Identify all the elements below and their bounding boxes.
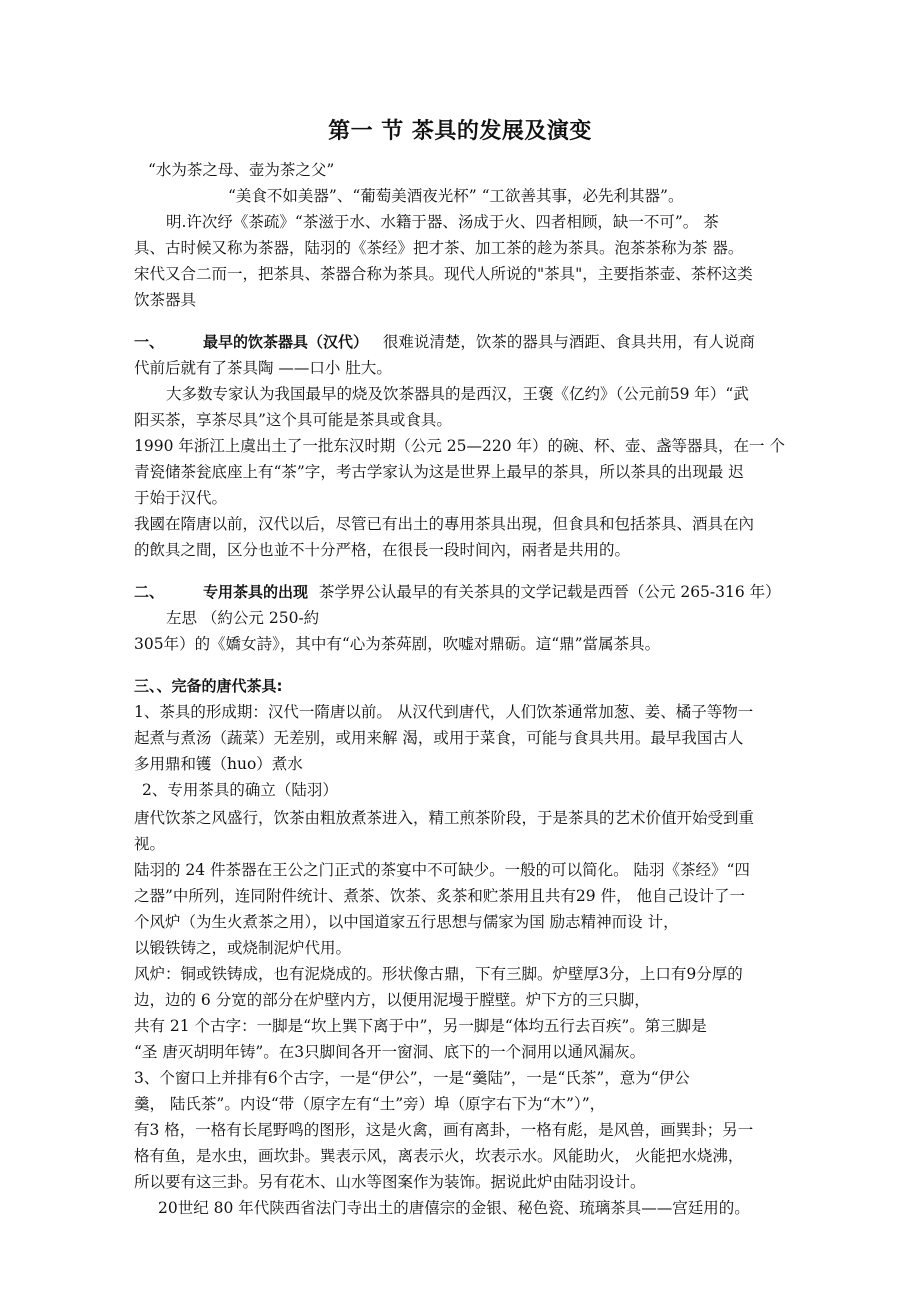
section-3-line-1: 1、茶具的形成期：汉代一隋唐以前。 从汉代到唐代，人们饮茶通常加葱、姜、橘子等物一 bbox=[134, 703, 754, 721]
section-3-line-8: 之器”中所列，连同附件统计、煮茶、饮茶、炙茶和贮茶用且共有29 件， 他自己设计了一 bbox=[134, 887, 746, 905]
section-3-heading: 三、、完备的唐代茶具: bbox=[134, 677, 283, 695]
section-2-first-line bbox=[134, 582, 781, 602]
intro-line-4: 具、古时候又称为茶器，陆羽的《茶经》把才茶、加工茶的趁为茶具。泡茶茶称为茶 器。 bbox=[134, 239, 744, 257]
section-1-heading: 最早的饮茶器具（汉代） bbox=[202, 333, 368, 351]
section-3-line-6: 视。 bbox=[134, 835, 166, 853]
intro-line-3: 明.许次纾《茶疏》“茶滋于水、水籍于器、汤成于火、四者相顾，缺一不可”。 茶 bbox=[166, 213, 719, 231]
section-3-line-4: 2、专用茶具的确立（陆羽） bbox=[142, 781, 338, 799]
intro-line-5: 宋代又合二而一，把茶具、茶器合称为茶具。现代人所说的"茶具"，主要指茶壶、茶杯这类 bbox=[134, 265, 753, 283]
section-1-line-3: 大多数专家认为我国最早的烧及饮茶器具的是西汉，王褒《亿约》（公元前59 年）“武 bbox=[166, 385, 749, 403]
section-1-line-8: 我國在隋唐以前，汉代以后，尽管已有出土的專用茶具出現，但食具和包括茶具、酒具在內 bbox=[134, 515, 755, 533]
section-2-number: 二、 bbox=[134, 583, 165, 601]
section-2-line-3: 305年）的《嬌女詩》，其中有“心为茶荈剧，吹嘘对鼎砺。這“鼎”當属茶具。 bbox=[134, 635, 661, 653]
section-1-first-line bbox=[134, 332, 755, 352]
section-3-line-15: 3、个窗口上并排有6个古字，一是“伊公”，一是“羹陆”，一是“氏茶”，意为“伊公 bbox=[134, 1069, 690, 1087]
section-1-line-5: 1990 年浙江上虞出土了一批东汉时期（公元 25—220 年）的碗、杯、壶、盏等器具，在一 个 bbox=[134, 437, 785, 455]
section-3-line-3: 多用鼎和镬（huo）煮水 bbox=[134, 755, 303, 773]
section-3-line-16: 羹， 陆氏茶”。内设“带（原字左有“土”旁）埠（原字右下为“木”）”， bbox=[134, 1095, 606, 1113]
section-3-line-20: 20世纪 80 年代陕西省法门寺出土的唐僖宗的金银、秘色瓷、琉璃茶具——宫廷用的。 bbox=[158, 1199, 750, 1217]
intro-line-6: 饮茶器具 bbox=[134, 291, 197, 309]
section-2-heading: 专用茶具的出现 bbox=[202, 583, 308, 601]
section-3-line-12: 边，边的 6 分宽的部分在炉壁内方，以便用泥墁于膛壁。炉下方的三只脚， bbox=[134, 991, 650, 1009]
section-3-line-5: 唐代饮茶之风盛行，饮茶由粗放煮茶进入，精工煎茶阶段，于是茶具的艺术价值开始受到重 bbox=[134, 809, 755, 827]
section-1-line-2: 代前后就有了茶具陶 ——口小 肚大。 bbox=[134, 359, 392, 377]
intro-line-1: “水为茶之母、壶为茶之父” bbox=[148, 161, 335, 179]
section-3-line-18: 格有鱼，是水虫，画坎卦。巽表示风，离表示火，坎表示水。风能助火， 火能把水烧沸， bbox=[134, 1147, 744, 1165]
section-3-line-2: 起煮与煮汤（蔬菜）无差别，或用来解 渴，或用于菜食，可能与食具共用。最早我国古人 bbox=[134, 729, 744, 747]
section-3-line-11: 风炉：铜或铁铸成，也有泥烧成的。形状像古鼎，下有三脚。炉壁厚3分，上口有9分厚的 bbox=[134, 965, 743, 983]
section-3-line-17: 有3 格，一格有长尾野鸣的图形，这是火禽，画有离卦，一格有彪，是风兽，画巽卦；另一 bbox=[134, 1121, 754, 1139]
section-3-line-13: 共有 21 个古字：一脚是“坎上巽下离于中”，另一脚是“体均五行去百疾”。第三脚是 bbox=[134, 1017, 707, 1035]
section-3-line-14: “圣 唐灭胡明年铸”。在3只脚间各开一窗洞、底下的一个洞用以通风漏灰。 bbox=[134, 1043, 646, 1061]
section-1-line-7: 于始于汉代。 bbox=[134, 489, 228, 507]
section-3-line-9: 个风炉（为生火煮茶之用），以中国道家五行思想与儒家为国 励志精神而设 计， bbox=[134, 913, 679, 931]
page-title: 第一 节 茶具的发展及演变 bbox=[328, 119, 592, 144]
section-3-line-19: 所以要有这三卦。另有花木、山水等图案作为装饰。据说此炉由陆羽设计。 bbox=[134, 1173, 646, 1191]
section-1-line-1: 很难说清楚，饮茶的器具与酒距、食具共用，有人说商 bbox=[382, 333, 755, 351]
section-2-line-1: 茶学界公认最早的有关茶具的文学记载是西晉（公元 265-316 年） bbox=[318, 583, 781, 601]
section-3-line-10: 以锻铁铸之，或烧制泥炉代用。 bbox=[134, 939, 352, 957]
section-1-line-9: 的飲具之間，区分也並不十分严格，在很長一段时间內，兩者是共用的。 bbox=[134, 541, 631, 559]
section-1-line-4: 阳买茶，享茶尽具”这个具可能是茶具或食具。 bbox=[134, 411, 452, 429]
section-1-line-6: 青瓷储茶瓮底座上有“茶”字，考古学家认为这是世界上最早的茶具，所以茶具的出现最 迟 bbox=[134, 463, 744, 481]
section-2-line-2: 左思 （約公元 250-約 bbox=[166, 609, 320, 627]
intro-line-2: “美食不如美器”、“葡萄美酒夜光杯” “工欲善其事，必先利其器”。 bbox=[228, 187, 684, 205]
section-1-number: 一、 bbox=[134, 333, 165, 351]
section-3-line-7: 陆羽的 24 件茶器在王公之门正式的茶宴中不可缺少。一般的可以简化。 陆羽《茶经》“四 bbox=[134, 861, 750, 879]
